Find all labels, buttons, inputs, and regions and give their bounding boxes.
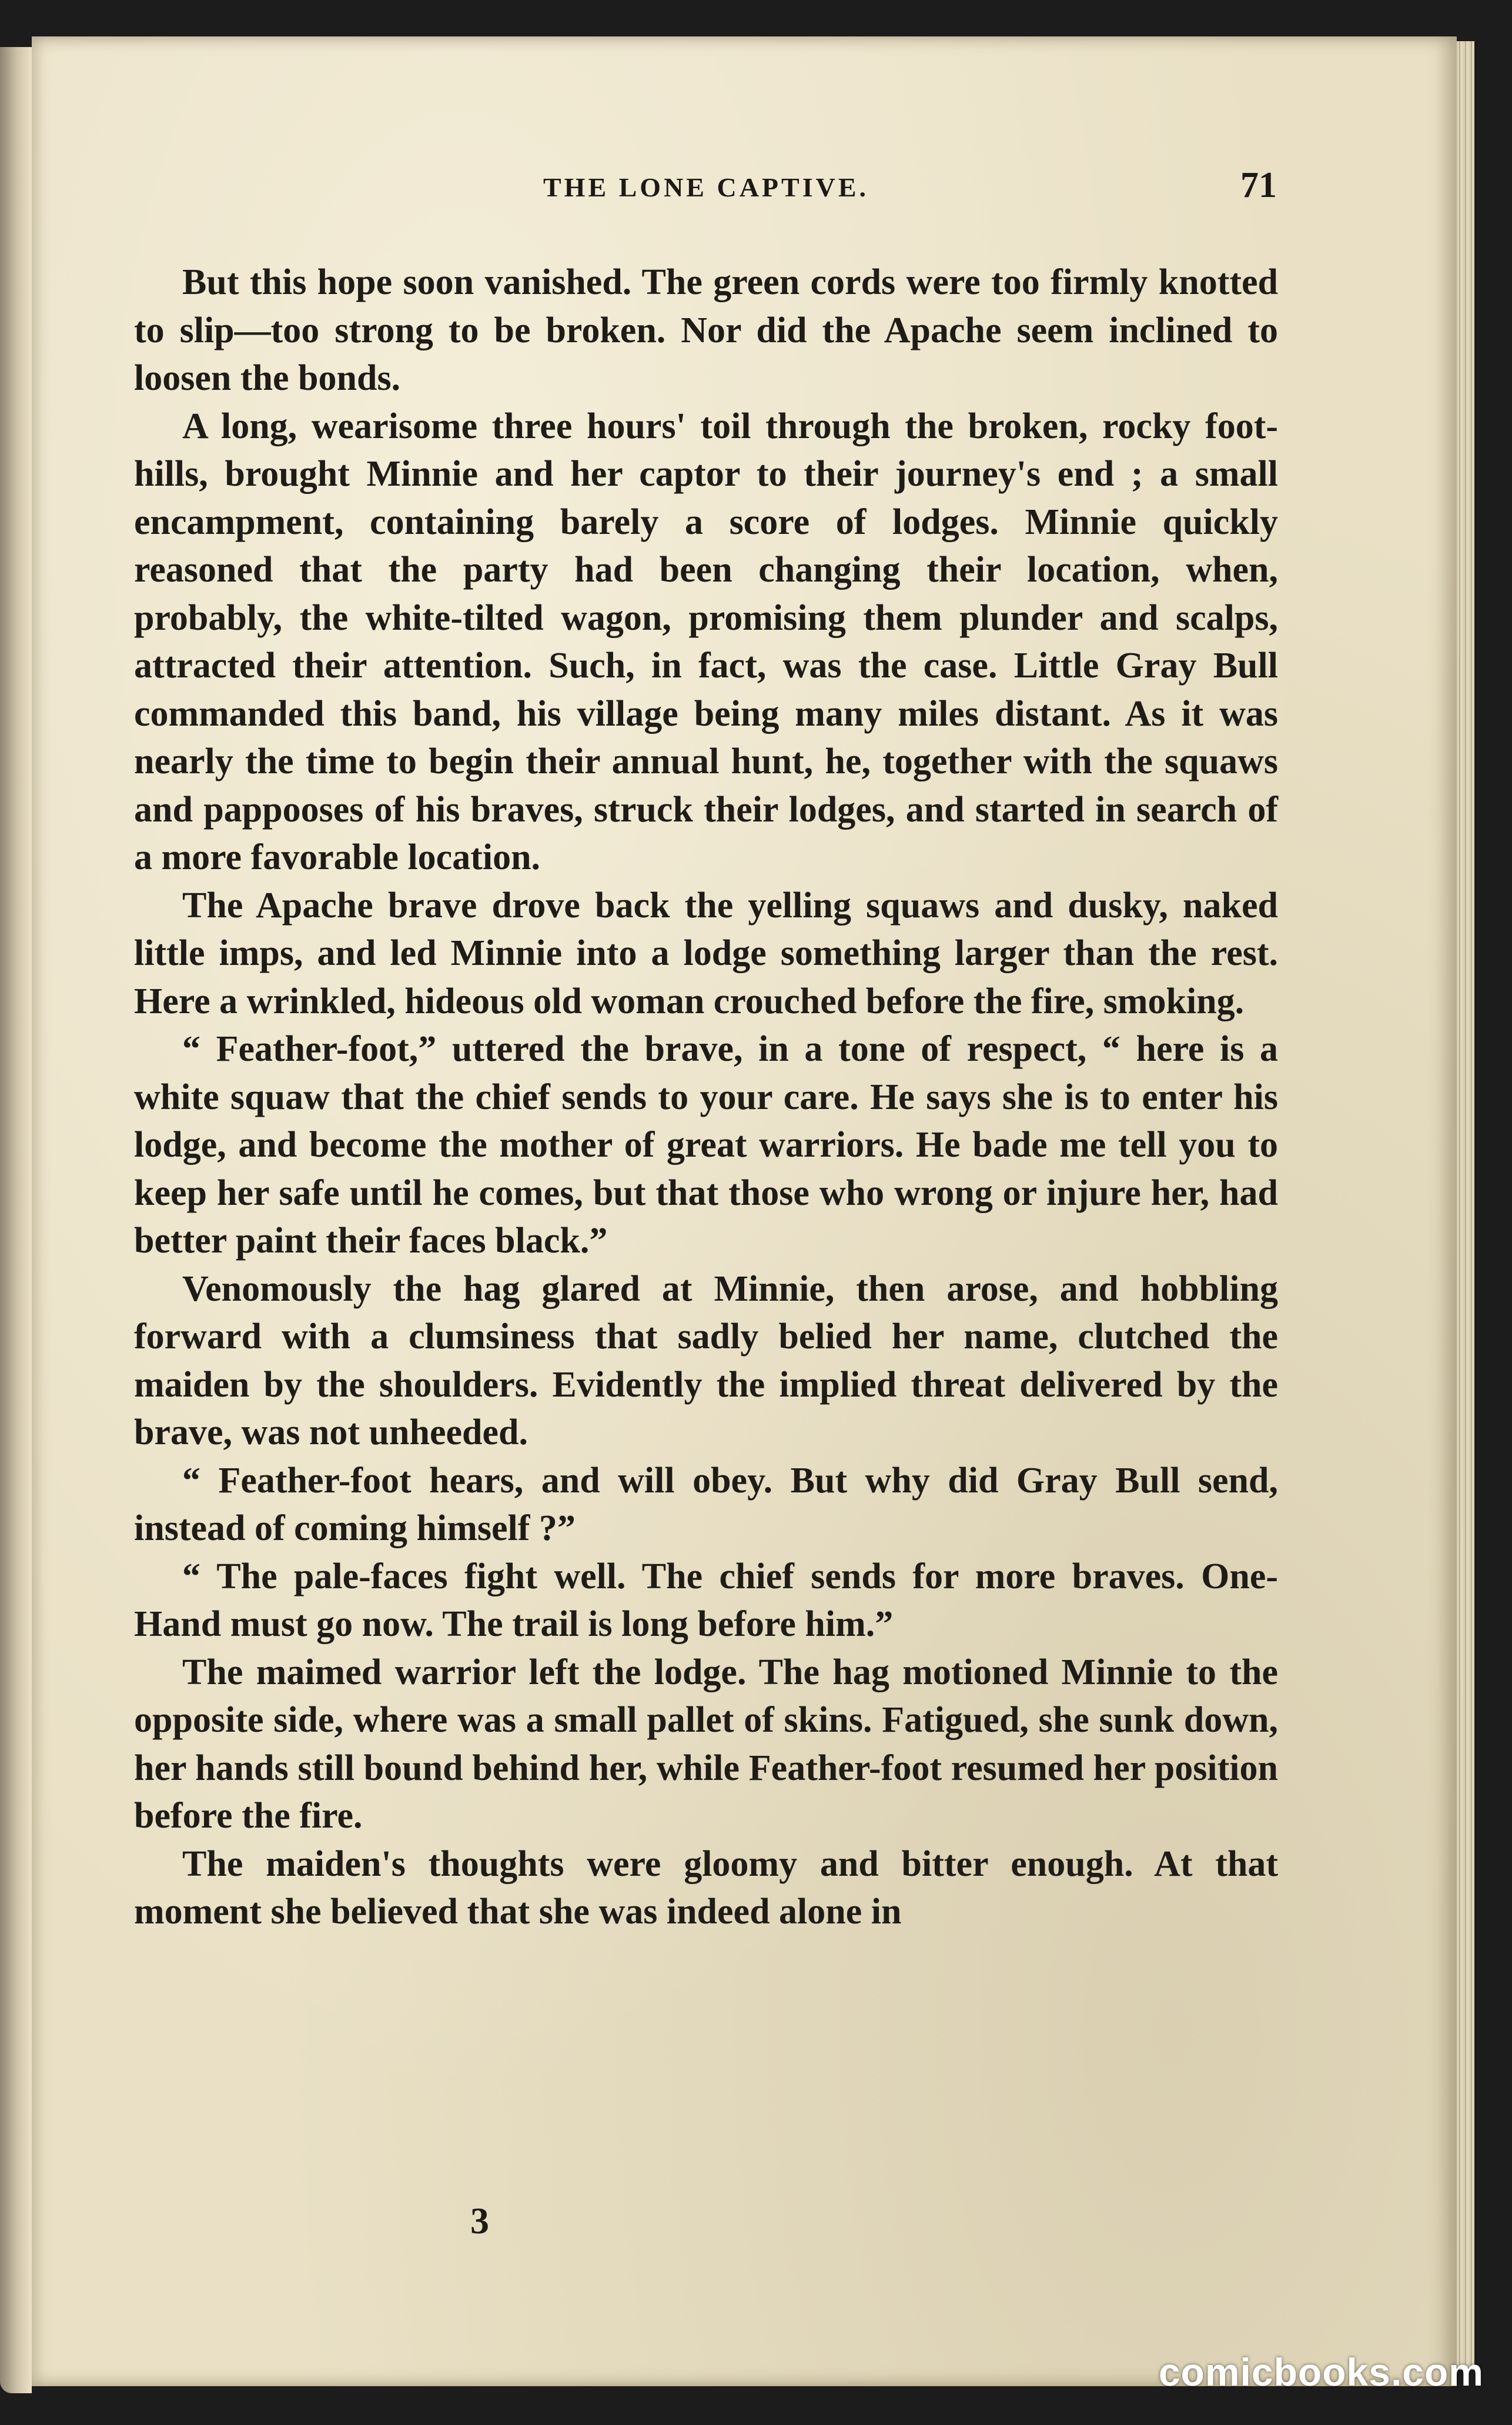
page-stack-edge — [1457, 41, 1474, 2370]
book-spine-edge — [0, 47, 32, 2393]
paragraph: “ Feather-foot,” uttered the brave, in a tone of respect, “ here is a white squaw that the chief sends to your care. He says she is to enter his lodge, and become the mother of great warriors. He bade me tell you to keep her safe until he comes, but that those who wrong or injure her, had better paint their faces black.” — [134, 1029, 1278, 1261]
paragraph: “ Feather-foot hears, and will obey. But why did Gray Bull send, instead of coming himself ?” — [134, 1460, 1278, 1548]
site-watermark: comicbooks.com — [1158, 2350, 1484, 2394]
paragraph: “ The pale-faces fight well. The chief sends for more braves. One-Hand must go now. The trail is long before him.” — [134, 1556, 1278, 1644]
running-title: THE LONE CAPTIVE. — [543, 172, 869, 202]
page-number: 71 — [1240, 165, 1277, 205]
paragraph: But this hope soon vanished. The green cords were too firmly knotted to slip—too strong to be broken. Nor did the Apache seem inclined to loosen the bonds. — [134, 262, 1278, 398]
paragraph: Venomously the hag glared at Minnie, then arose, and hobbling forward with a clumsiness that sadly belied her name, clutched the maiden by the shoulders. Evidently the implied threat delivered by the brave, was not unheeded. — [134, 1268, 1278, 1452]
paragraph: The Apache brave drove back the yelling squaws and dusky, naked little imps, and led Minnie into a lodge something larger than the rest. Here a wrinkled, hideous old woman crouched before the fire, smoking. — [134, 885, 1278, 1021]
paragraph: A long, wearisome three hours' toil through the broken, rocky foot-hills, brought Minnie and her captor to their journey's end ; a small encampment, containing barely a score of lodges. Minnie quickly reasoned that the party had been changing their location, when, probably, the white-tilted wagon, promising them plunder and scalps, attracted their attention. Such, in fact, was the case. Little Gray Bull commanded this band, his village being many miles distant. As it was nearly the time to begin their annual hunt, he, together with the squaws and pappooses of his braves, struck their lodges, and started in search of a more favorable location. — [134, 406, 1278, 877]
page-header — [135, 158, 1277, 216]
paragraph: The maimed warrior left the lodge. The hag motioned Minnie to the opposite side, where was a small pallet of skins. Fatigued, she sunk down, her hands still bound behind her, while Feather-foot resumed her position before the fire. — [134, 1652, 1278, 1836]
paragraph: The maiden's thoughts were gloomy and bitter enough. At that moment she believed that she was indeed alone in — [134, 1843, 1278, 1932]
signature-mark: 3 — [470, 2200, 489, 2242]
body-text — [134, 259, 1278, 1936]
